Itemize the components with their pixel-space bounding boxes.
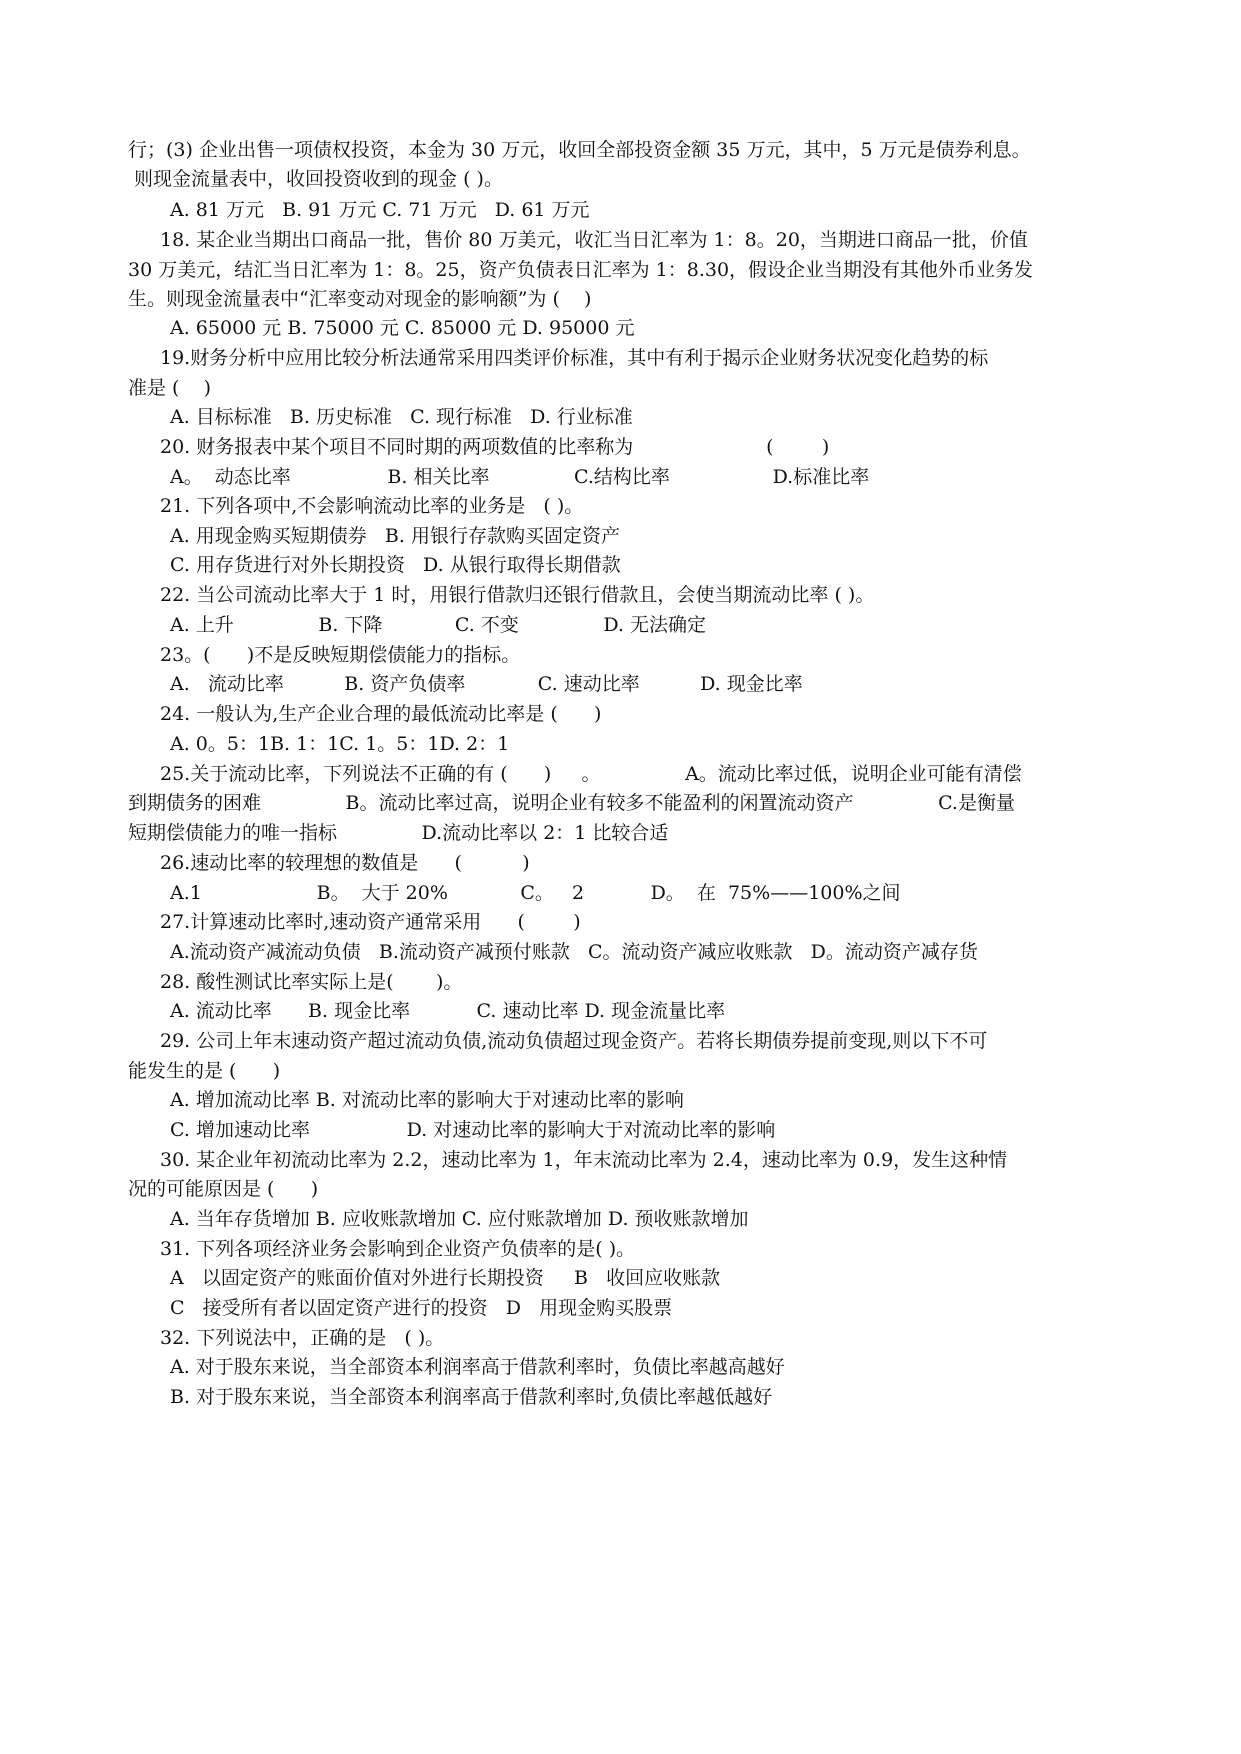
text-line: A. 流动比率 B. 现金比率 C. 速动比率 D. 现金流量比率	[170, 1000, 726, 1022]
text-line: 准是 ( )	[128, 377, 212, 399]
text-line: 32. 下列说法中，正确的是 ( )。	[160, 1327, 445, 1349]
text-line: 27.计算速动比率时,速动资产通常采用 ( )	[160, 911, 581, 933]
text-line: 25.关于流动比率，下列说法不正确的有 ( ) 。 A。流动比率过低，说明企业可能有清偿	[160, 763, 1022, 785]
text-line: A.1 B。 大于 20% C。 2 D。 在 75%——100%之间	[170, 882, 901, 904]
text-line: A. 65000 元 B. 75000 元 C. 85000 元 D. 95000 元	[170, 317, 635, 339]
text-line: 24. 一般认为,生产企业合理的最低流动比率是 ( )	[160, 703, 602, 725]
text-line: A. 用现金购买短期债券 B. 用银行存款购买固定资产	[170, 525, 620, 547]
text-line: 能发生的是 ( )	[128, 1060, 281, 1082]
text-line: A.流动资产减流动负债 B.流动资产减预付账款 C。流动资产减应收账款 D。流动资产减存货	[170, 941, 978, 963]
text-line: 20. 财务报表中某个项目不同时期的两项数值的比率称为 ( )	[160, 436, 830, 458]
text-line: 到期债务的困难 B。流动比率过高，说明企业有较多不能盈利的闲置流动资产 C.是衡量	[128, 792, 1015, 814]
text-line: 生。则现金流量表中“汇率变动对现金的影响额”为 ( )	[128, 288, 592, 310]
text-line: 行；(3) 企业出售一项债权投资，本金为 30 万元，收回全部投资金额 35 万元，其中，5 万元是债券利息。	[128, 139, 1031, 161]
text-line: 短期偿债能力的唯一指标 D.流动比率以 2：1 比较合适	[128, 822, 669, 844]
text-line: 况的可能原因是 ( )	[128, 1178, 319, 1200]
text-line: C. 增加速动比率 D. 对速动比率的影响大于对流动比率的影响	[170, 1119, 776, 1141]
text-line: A. 81 万元 B. 91 万元 C. 71 万元 D. 61 万元	[170, 199, 590, 221]
text-line: A. 目标标准 B. 历史标准 C. 现行标准 D. 行业标准	[170, 406, 633, 428]
text-line: 26.速动比率的较理想的数值是 ( )	[160, 852, 530, 874]
text-line: 19.财务分析中应用比较分析法通常采用四类评价标准，其中有利于揭示企业财务状况变化趋势的标	[160, 347, 989, 369]
text-line: A. 上升 B. 下降 C. 不变 D. 无法确定	[170, 614, 706, 636]
text-line: 21. 下列各项中,不会影响流动比率的业务是 ( )。	[160, 495, 584, 517]
text-line: 则现金流量表中，收回投资收到的现金 ( )。	[128, 168, 503, 190]
text-line: A。 动态比率 B. 相关比率 C.结构比率 D.标准比率	[170, 466, 870, 488]
text-line: C 接受所有者以固定资产进行的投资 D 用现金购买股票	[170, 1297, 673, 1319]
text-line: 29. 公司上年末速动资产超过流动负债,流动负债超过现金资产。若将长期债券提前变现,则以下不可	[160, 1030, 988, 1052]
text-line: 22. 当公司流动比率大于 1 时，用银行借款归还银行借款且，会使当期流动比率 ( )。	[160, 584, 875, 606]
text-line: B. 对于股东来说，当全部资本利润率高于借款利率时,负债比率越低越好	[170, 1386, 773, 1408]
text-line: C. 用存货进行对外长期投资 D. 从银行取得长期借款	[170, 554, 621, 576]
text-line: A. 流动比率 B. 资产负债率 C. 速动比率 D. 现金比率	[170, 673, 803, 695]
text-line: A. 当年存货增加 B. 应收账款增加 C. 应付账款增加 D. 预收账款增加	[170, 1208, 749, 1230]
text-line: 30. 某企业年初流动比率为 2.2，速动比率为 1，年末流动比率为 2.4，速动比率为 0.9，发生这种情	[160, 1149, 1008, 1171]
text-line: 18. 某企业当期出口商品一批，售价 80 万美元，收汇当日汇率为 1：8。20，当期进口商品一批，价值	[160, 229, 1028, 251]
text-line: 31. 下列各项经济业务会影响到企业资产负债率的是( )。	[160, 1238, 636, 1260]
text-line: 28. 酸性测试比率实际上是( )。	[160, 971, 463, 993]
text-line: A. 0。5：1B. 1：1C. 1。5：1D. 2：1	[170, 733, 510, 755]
text-line: A. 对于股东来说，当全部资本利润率高于借款利率时，负债比率越高越好	[170, 1356, 785, 1378]
text-line: A. 增加流动比率 B. 对流动比率的影响大于对速动比率的影响	[170, 1089, 684, 1111]
text-line: 30 万美元，结汇当日汇率为 1：8。25，资产负债表日汇率为 1：8.30，假设企业当期没有其他外币业务发	[128, 259, 1034, 281]
text-line: A 以固定资产的账面价值对外进行长期投资 B 收回应收账款	[170, 1267, 721, 1289]
text-line: 23。( )不是反映短期偿债能力的指标。	[160, 644, 521, 666]
